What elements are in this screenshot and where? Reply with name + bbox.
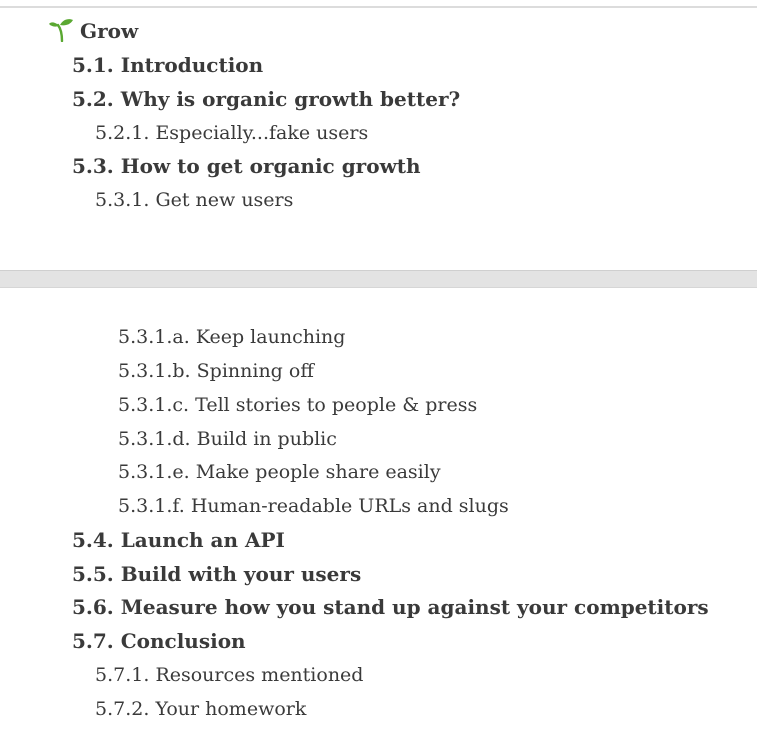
- toc-item-5-3[interactable]: [72, 153, 421, 179]
- toc-title: Especially...fake users: [155, 122, 369, 144]
- toc-item-5-6[interactable]: [72, 594, 709, 620]
- toc-title: Measure how you stand up against your competitors: [120, 595, 709, 619]
- toc-item-5-7-1[interactable]: [95, 662, 363, 688]
- toc-item-5-3-1[interactable]: [95, 187, 293, 213]
- toc-title: Keep launching: [195, 326, 346, 348]
- toc-item-5-3-1-a[interactable]: [118, 324, 345, 350]
- toc-number: 5.3.1.d.: [118, 428, 191, 450]
- toc-number: 5.7.1.: [95, 664, 150, 686]
- toc-title: How to get organic growth: [120, 154, 421, 178]
- toc-title: Launch an API: [120, 528, 285, 552]
- toc-title: Build with your users: [120, 562, 362, 586]
- toc-item-5-1[interactable]: [72, 52, 263, 78]
- toc-item-5-3-1-b[interactable]: [118, 358, 314, 384]
- toc-item-5-7[interactable]: [72, 628, 246, 654]
- toc-item-5-3-1-e[interactable]: [118, 459, 441, 485]
- toc-item-5-3-1-d[interactable]: [118, 426, 337, 452]
- sprout-icon: [48, 18, 74, 42]
- toc-title: Tell stories to people & press: [195, 394, 478, 416]
- toc-number: 5.4.: [72, 528, 114, 552]
- toc-section-grow[interactable]: [48, 18, 138, 44]
- toc-number: 5.2.: [72, 87, 114, 111]
- toc-number: 5.5.: [72, 562, 114, 586]
- toc-number: 5.3.1.f.: [118, 495, 185, 517]
- toc-number: 5.7.2.: [95, 698, 150, 720]
- toc-number: 5.3.1.b.: [118, 360, 191, 382]
- toc-title: Your homework: [155, 698, 307, 720]
- toc-item-5-2-1[interactable]: [95, 120, 368, 146]
- toc-title: Introduction: [120, 53, 264, 77]
- toc-item-5-3-1-c[interactable]: [118, 392, 477, 418]
- toc-number: 5.1.: [72, 53, 114, 77]
- toc-item-5-2[interactable]: [72, 86, 460, 112]
- toc-title: Get new users: [155, 189, 294, 211]
- toc-number: 5.3.1.: [95, 189, 150, 211]
- section-title: Grow: [80, 19, 139, 43]
- toc-title: Spinning off: [196, 360, 314, 382]
- toc-title: Make people share easily: [195, 461, 441, 483]
- toc-number: 5.3.1.c.: [118, 394, 190, 416]
- toc-item-5-3-1-f[interactable]: [118, 493, 509, 519]
- toc-item-5-7-2[interactable]: [95, 696, 306, 722]
- toc-number: 5.3.1.e.: [118, 461, 190, 483]
- toc-title: Build in public: [196, 428, 337, 450]
- page-break-divider: [0, 270, 757, 288]
- toc-number: 5.7.: [72, 629, 114, 653]
- toc-title: Human-readable URLs and slugs: [190, 495, 509, 517]
- toc-title: Conclusion: [120, 629, 246, 653]
- toc-title: Resources mentioned: [155, 664, 364, 686]
- toc-title: Why is organic growth better?: [120, 87, 461, 111]
- toc-item-5-5[interactable]: [72, 561, 361, 587]
- toc-item-5-4[interactable]: [72, 527, 285, 553]
- toc-number: 5.3.: [72, 154, 114, 178]
- toc-number: 5.6.: [72, 595, 114, 619]
- top-divider: [0, 6, 757, 8]
- toc-number: 5.2.1.: [95, 122, 150, 144]
- toc-number: 5.3.1.a.: [118, 326, 190, 348]
